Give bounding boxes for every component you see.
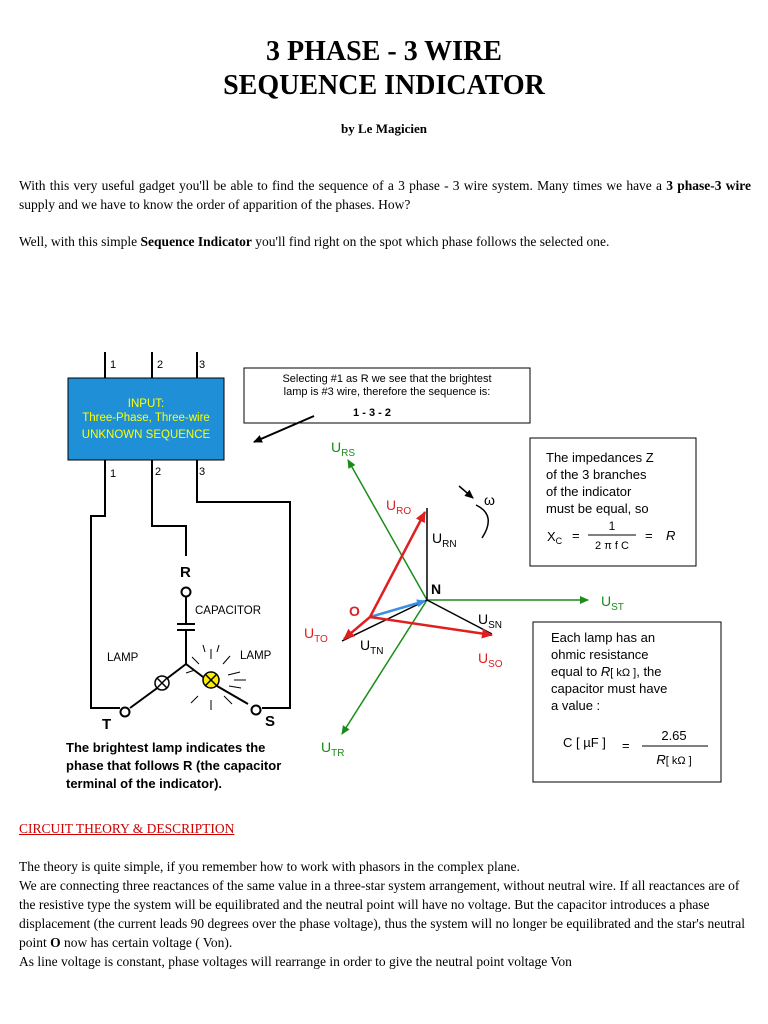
callout-line-1: Selecting #1 as R we see that the brightest <box>282 373 492 385</box>
c-formula-lhs: C [ µF ] <box>563 735 606 750</box>
label-n: N <box>431 581 442 597</box>
u-symbol: U <box>331 439 342 455</box>
c-formula-numerator: 2.65 <box>661 728 687 743</box>
brightest-caption-2: phase that follows R (the capacitor <box>66 758 282 773</box>
lamp-box-text: , the <box>636 664 662 679</box>
u-symbol: U <box>478 650 489 666</box>
label-capacitor: CAPACITOR <box>195 605 262 617</box>
intro-paragraph-1 <box>19 176 751 214</box>
impedance-line-4: must be equal, so <box>546 501 649 516</box>
lamp-box-unit: [ kΩ ] <box>610 667 637 679</box>
u-subscript: RN <box>442 539 457 550</box>
u-subscript: SO <box>488 659 503 670</box>
label-u-tn <box>360 637 383 657</box>
c-den-unit: [ kΩ ] <box>665 755 692 767</box>
input-box-line-3: UNKNOWN SEQUENCE <box>81 429 211 441</box>
label-s: S <box>265 713 276 730</box>
impedance-line-3: of the indicator <box>546 484 632 499</box>
theory-text: now has certain voltage ( Von). <box>60 935 233 950</box>
intro-text: supply and we have to know the order of apparition of the phases. How? <box>19 197 411 212</box>
lamp-box-r: R <box>600 664 611 679</box>
label-t: T <box>102 716 112 733</box>
u-symbol: U <box>304 625 315 641</box>
circuit-wires <box>91 460 290 708</box>
title-line-1: 3 PHASE - 3 WIRE <box>266 36 502 67</box>
xc-numerator: 1 <box>608 519 616 533</box>
u-subscript: RS <box>341 448 356 459</box>
u-symbol: U <box>601 593 612 609</box>
theory-bold-o: O <box>50 935 61 950</box>
u-symbol: U <box>360 637 371 653</box>
terminal-bottom-1: 1 <box>110 468 117 480</box>
impedance-line-1: The impedances Z <box>546 450 654 465</box>
label-u-tr <box>321 739 344 759</box>
lamp-box-line-5: a value : <box>551 698 601 713</box>
label-u-to <box>304 625 328 645</box>
callout-line-2: lamp is #3 wire, therefore the sequence is: <box>283 386 491 398</box>
theory-paragraph-3: As line voltage is constant, phase voltages will rearrange in order to give the neutral point voltage Von <box>19 954 572 969</box>
impedance-line-2: of the 3 branches <box>546 467 647 482</box>
lamp-box-line-2: ohmic resistance <box>551 647 649 662</box>
intro-paragraph-2 <box>19 232 751 251</box>
xc-eq-2: = <box>645 528 653 543</box>
xc-symbol: X <box>547 529 556 544</box>
label-u-st <box>601 593 624 613</box>
u-subscript: SN <box>488 620 503 631</box>
circuit-diagram <box>0 330 768 800</box>
lamp-right-lit <box>186 645 246 710</box>
u-symbol: U <box>386 497 397 513</box>
terminal-top-1: 1 <box>110 359 117 371</box>
label-u-so <box>478 650 503 670</box>
capacitor-symbol <box>177 624 195 630</box>
u-symbol: U <box>432 530 443 546</box>
lamp-box-line-1: Each lamp has an <box>551 630 656 645</box>
terminal-top-3: 3 <box>199 359 206 371</box>
input-box-line-2: Three-Phase, Three-wire <box>82 412 210 424</box>
c-formula-denominator <box>656 752 691 767</box>
xc-subscript: C <box>555 536 563 546</box>
theory-text: We are connecting three reactances of the same value in a three-star system arrangement, without neutral wire. If all reactances are of the resistive type the system will be equilibrated and the neutral point will have no voltage. But the capacitor introduces a phase displacement (the current leads 90 degrees over the phase voltage), thus the system will no longer be equilibrated and the star's neutral point <box>19 878 745 950</box>
xc-eq: = <box>572 528 580 543</box>
terminal-bottom-2: 2 <box>155 466 162 478</box>
u-subscript: TR <box>331 748 345 759</box>
u-subscript: ST <box>611 602 624 613</box>
section-link-circuit-theory[interactable]: CIRCUIT THEORY & DESCRIPTION <box>19 821 235 836</box>
lamp-box-line-3 <box>551 664 662 679</box>
c-formula-eq: = <box>622 738 630 753</box>
input-box-line-1: INPUT: <box>127 398 165 410</box>
callout-sequence: 1 - 3 - 2 <box>353 407 391 419</box>
terminal-bottom-3: 3 <box>199 466 206 478</box>
brightest-caption-3: terminal of the indicator). <box>66 776 223 791</box>
theory-paragraph-2 <box>19 876 751 952</box>
brightest-caption-1: The brightest lamp indicates the <box>66 740 266 755</box>
terminal-t <box>121 708 130 717</box>
label-lamp-left: LAMP <box>107 652 139 664</box>
label-u-ro <box>386 497 411 517</box>
intro-bold: 3 phase-3 wire <box>666 178 752 193</box>
theory-paragraph-1: The theory is quite simple, if you remember how to work with phasors in the complex plane. <box>19 859 520 874</box>
label-u-rn <box>432 530 457 550</box>
terminal-r <box>182 588 191 597</box>
terminal-top-2: 2 <box>157 359 164 371</box>
intro-text: Well, with this simple <box>19 234 141 249</box>
label-omega: ω <box>484 492 495 508</box>
theory-body <box>19 857 751 971</box>
u-subscript: TO <box>314 634 328 645</box>
xc-denominator: 2 π f C <box>595 540 629 552</box>
terminal-s <box>252 706 261 715</box>
lamp-left <box>155 676 169 690</box>
u-symbol: U <box>478 611 489 627</box>
byline: by Le Magicien <box>341 121 427 136</box>
intro-text: you'll find right on the spot which phase follows the selected one. <box>251 234 610 249</box>
title-line-2: SEQUENCE INDICATOR <box>223 70 545 101</box>
u-subscript: TN <box>370 646 384 657</box>
lamp-box-line-4: capacitor must have <box>551 681 668 696</box>
label-o: O <box>349 603 360 619</box>
xc-rhs: R <box>666 528 676 543</box>
label-r: R <box>180 564 191 581</box>
u-subscript: RO <box>396 506 412 517</box>
input-wires <box>105 352 197 378</box>
u-symbol: U <box>321 739 332 755</box>
intro-bold: Sequence Indicator <box>140 234 252 249</box>
intro-text: With this very useful gadget you'll be able to find the sequence of a 3 phase - 3 wire system. Many times we have a <box>19 178 667 193</box>
label-u-rs <box>331 439 355 459</box>
lamp-box-text: equal to <box>551 664 601 679</box>
label-lamp-right: LAMP <box>240 650 272 662</box>
c-den-r: R <box>656 752 666 767</box>
